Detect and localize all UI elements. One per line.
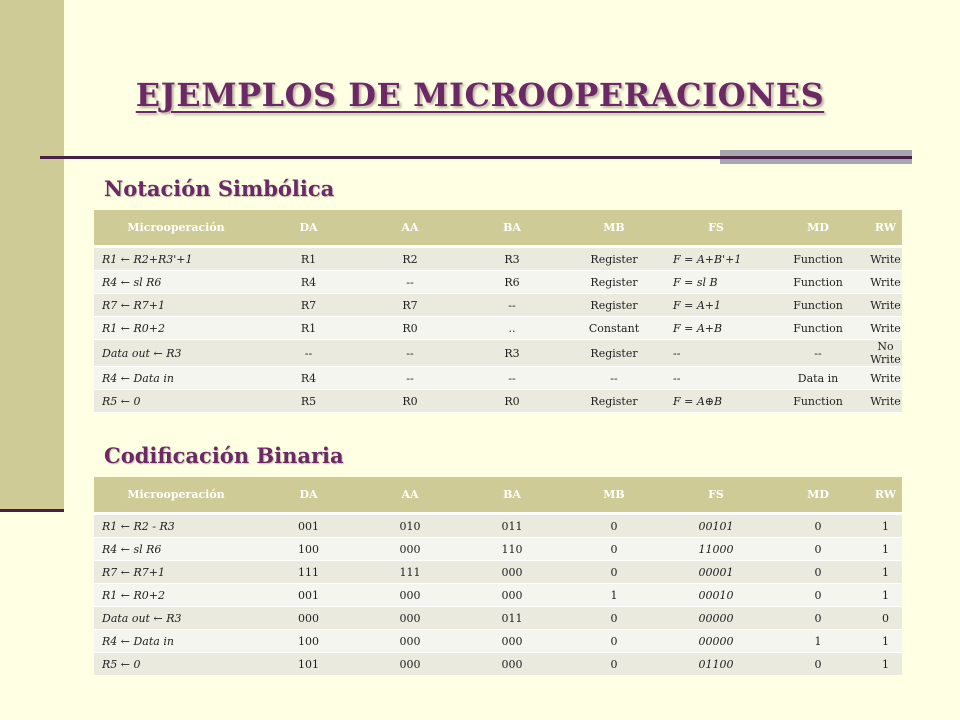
symbolic-cell-fs: F = A+1 [665, 294, 767, 317]
symbolic-cell-aa: -- [359, 271, 461, 294]
binary-row [94, 561, 902, 584]
symbolic-header-md: MD [767, 210, 869, 247]
binary-cell-md: 0 [767, 538, 869, 561]
binary-cell-mb: 0 [563, 653, 665, 676]
symbolic-cell-aa: R2 [359, 247, 461, 271]
symbolic-header-mb: MB [563, 210, 665, 247]
symbolic-cell-op: R1 ← R2+R3'+1 [94, 247, 258, 271]
binary-cell-mb: 0 [563, 561, 665, 584]
symbolic-cell-aa: -- [359, 340, 461, 367]
symbolic-cell-op: R4 ← Data in [94, 367, 258, 390]
symbolic-cell-fs: -- [665, 367, 767, 390]
symbolic-cell-md: Function [767, 247, 869, 271]
binary-cell-ba: 000 [461, 561, 563, 584]
left-accent-bar-underline [0, 509, 64, 512]
symbolic-cell-aa: R0 [359, 317, 461, 340]
symbolic-cell-mb: Register [563, 340, 665, 367]
symbolic-cell-ba: R3 [461, 340, 563, 367]
binary-cell-aa: 000 [359, 584, 461, 607]
binary-cell-ba: 110 [461, 538, 563, 561]
symbolic-cell-rw: Write [869, 271, 902, 294]
symbolic-cell-mb: Register [563, 390, 665, 413]
symbolic-cell-fs: F = A+B [665, 317, 767, 340]
binary-cell-ba: 011 [461, 607, 563, 630]
symbolic-cell-da: R5 [258, 390, 359, 413]
symbolic-row [94, 340, 902, 367]
symbolic-cell-da: -- [258, 340, 359, 367]
binary-cell-fs: 00000 [665, 607, 767, 630]
symbolic-cell-md: Function [767, 271, 869, 294]
symbolic-row [94, 294, 902, 317]
binary-cell-fs: 00101 [665, 514, 767, 538]
symbolic-cell-rw: Write [869, 294, 902, 317]
symbolic-cell-mb: Register [563, 271, 665, 294]
symbolic-cell-op: R1 ← R0+2 [94, 317, 258, 340]
binary-table-body [94, 514, 902, 676]
binary-row [94, 653, 902, 676]
binary-cell-da: 100 [258, 538, 359, 561]
binary-row [94, 607, 902, 630]
symbolic-cell-mb: Register [563, 294, 665, 317]
binary-cell-op: Data out ← R3 [94, 607, 258, 630]
symbolic-cell-mb: Register [563, 247, 665, 271]
binary-cell-md: 0 [767, 653, 869, 676]
binary-cell-aa: 000 [359, 538, 461, 561]
binary-cell-op: R5 ← 0 [94, 653, 258, 676]
title-rule-block-line [720, 156, 912, 159]
binary-row [94, 584, 902, 607]
symbolic-row [94, 367, 902, 390]
binary-cell-mb: 0 [563, 538, 665, 561]
symbolic-header-fs: FS [665, 210, 767, 247]
binary-cell-fs: 11000 [665, 538, 767, 561]
symbolic-cell-aa: R0 [359, 390, 461, 413]
binary-cell-aa: 111 [359, 561, 461, 584]
binary-cell-da: 000 [258, 607, 359, 630]
binary-cell-ba: 011 [461, 514, 563, 538]
binary-cell-op: R4 ← Data in [94, 630, 258, 653]
symbolic-header-da: DA [258, 210, 359, 247]
binary-cell-rw: 1 [869, 584, 902, 607]
binary-cell-da: 001 [258, 514, 359, 538]
symbolic-cell-ba: -- [461, 294, 563, 317]
binary-row [94, 538, 902, 561]
symbolic-cell-mb: Constant [563, 317, 665, 340]
binary-cell-aa: 010 [359, 514, 461, 538]
symbolic-row [94, 317, 902, 340]
symbolic-row [94, 271, 902, 294]
symbolic-header-row [94, 210, 902, 247]
binary-cell-rw: 1 [869, 630, 902, 653]
symbolic-cell-aa: -- [359, 367, 461, 390]
symbolic-cell-fs: F = A⊕B [665, 390, 767, 413]
binary-cell-ba: 000 [461, 630, 563, 653]
binary-cell-op: R1 ← R2 - R3 [94, 514, 258, 538]
symbolic-cell-ba: R0 [461, 390, 563, 413]
symbolic-cell-op: Data out ← R3 [94, 340, 258, 367]
binary-cell-fs: 01100 [665, 653, 767, 676]
binary-cell-mb: 1 [563, 584, 665, 607]
binary-cell-md: 0 [767, 584, 869, 607]
binary-cell-da: 111 [258, 561, 359, 584]
symbolic-cell-da: R4 [258, 271, 359, 294]
binary-cell-fs: 00000 [665, 630, 767, 653]
binary-header-aa: AA [359, 477, 461, 514]
binary-cell-fs: 00010 [665, 584, 767, 607]
section-title-binary: Codificación Binaria [104, 443, 344, 468]
symbolic-cell-mb: -- [563, 367, 665, 390]
symbolic-cell-ba: .. [461, 317, 563, 340]
binary-cell-ba: 000 [461, 584, 563, 607]
symbolic-cell-md: -- [767, 340, 869, 367]
slide-title: EJEMPLOS DE MICROOPERACIONES [135, 76, 825, 114]
symbolic-cell-rw: Write [869, 317, 902, 340]
binary-header-ba: BA [461, 477, 563, 514]
binary-cell-op: R7 ← R7+1 [94, 561, 258, 584]
binary-cell-da: 001 [258, 584, 359, 607]
symbolic-cell-md: Function [767, 390, 869, 413]
binary-cell-fs: 00001 [665, 561, 767, 584]
symbolic-cell-md: Function [767, 294, 869, 317]
symbolic-cell-rw: Write [869, 367, 902, 390]
symbolic-cell-fs: F = sl B [665, 271, 767, 294]
symbolic-cell-da: R1 [258, 317, 359, 340]
binary-cell-mb: 0 [563, 607, 665, 630]
binary-row [94, 514, 902, 538]
symbolic-cell-fs: F = A+B'+1 [665, 247, 767, 271]
symbolic-cell-ba: -- [461, 367, 563, 390]
symbolic-cell-fs: -- [665, 340, 767, 367]
binary-cell-rw: 1 [869, 514, 902, 538]
binary-cell-md: 0 [767, 514, 869, 538]
symbolic-cell-ba: R6 [461, 271, 563, 294]
symbolic-header-rw: RW [869, 210, 902, 247]
symbolic-cell-da: R7 [258, 294, 359, 317]
symbolic-row [94, 247, 902, 271]
binary-cell-rw: 1 [869, 653, 902, 676]
symbolic-table [94, 210, 902, 413]
binary-header-md: MD [767, 477, 869, 514]
symbolic-cell-op: R4 ← sl R6 [94, 271, 258, 294]
binary-header-da: DA [258, 477, 359, 514]
symbolic-cell-ba: R3 [461, 247, 563, 271]
symbolic-header-aa: AA [359, 210, 461, 247]
binary-header-fs: FS [665, 477, 767, 514]
symbolic-header-op: Microoperación [94, 210, 258, 247]
binary-header-rw: RW [869, 477, 902, 514]
binary-cell-md: 0 [767, 607, 869, 630]
symbolic-cell-md: Data in [767, 367, 869, 390]
symbolic-cell-rw: Write [869, 247, 902, 271]
binary-cell-mb: 0 [563, 630, 665, 653]
binary-row [94, 630, 902, 653]
section-title-symbolic: Notación Simbólica [104, 176, 335, 201]
symbolic-cell-rw: Write [869, 390, 902, 413]
binary-cell-rw: 1 [869, 561, 902, 584]
binary-cell-rw: 0 [869, 607, 902, 630]
symbolic-table-body [94, 247, 902, 413]
binary-cell-md: 1 [767, 630, 869, 653]
binary-header-mb: MB [563, 477, 665, 514]
binary-cell-md: 0 [767, 561, 869, 584]
binary-cell-op: R4 ← sl R6 [94, 538, 258, 561]
symbolic-cell-op: R5 ← 0 [94, 390, 258, 413]
symbolic-cell-da: R4 [258, 367, 359, 390]
symbolic-cell-op: R7 ← R7+1 [94, 294, 258, 317]
binary-cell-aa: 000 [359, 630, 461, 653]
symbolic-row [94, 390, 902, 413]
binary-cell-rw: 1 [869, 538, 902, 561]
binary-header-row [94, 477, 902, 514]
symbolic-header-ba: BA [461, 210, 563, 247]
binary-cell-aa: 000 [359, 607, 461, 630]
binary-cell-mb: 0 [563, 514, 665, 538]
binary-header-op: Microoperación [94, 477, 258, 514]
symbolic-cell-da: R1 [258, 247, 359, 271]
binary-cell-op: R1 ← R0+2 [94, 584, 258, 607]
binary-cell-aa: 000 [359, 653, 461, 676]
binary-cell-da: 101 [258, 653, 359, 676]
binary-table [94, 477, 902, 676]
binary-cell-ba: 000 [461, 653, 563, 676]
binary-cell-da: 100 [258, 630, 359, 653]
symbolic-cell-aa: R7 [359, 294, 461, 317]
symbolic-cell-md: Function [767, 317, 869, 340]
symbolic-cell-rw: No Write [870, 340, 901, 366]
